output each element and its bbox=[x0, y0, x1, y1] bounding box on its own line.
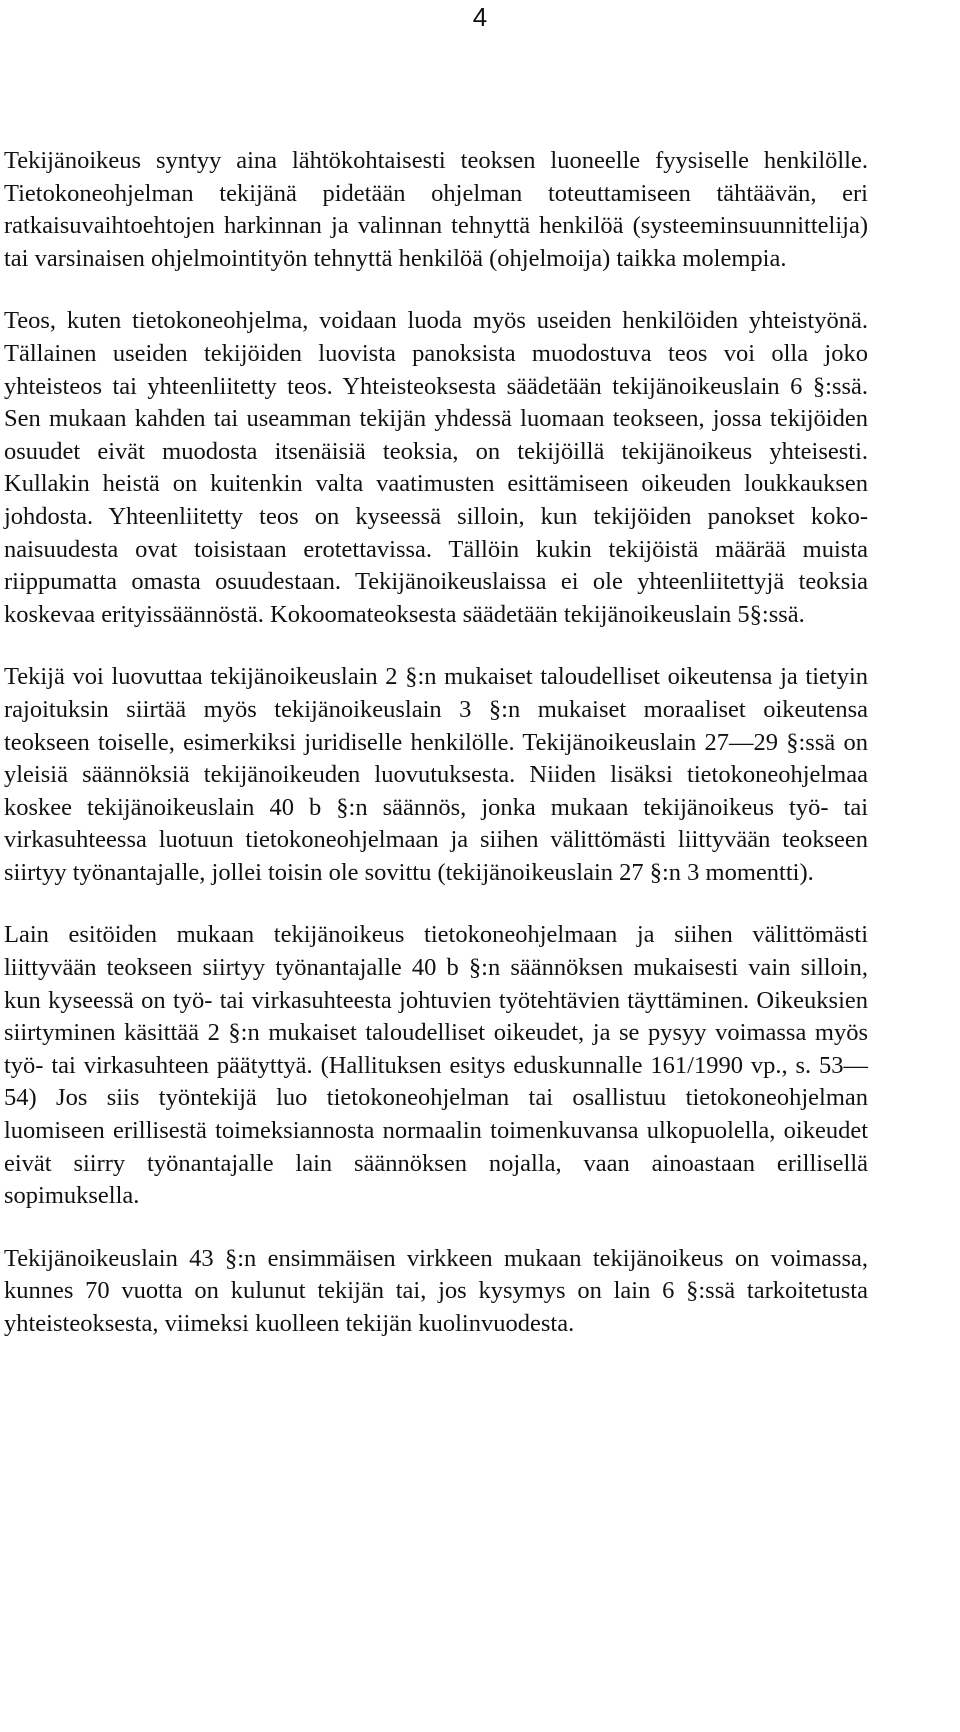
paragraph-legislative-history: Lain esitöiden mukaan tekijänoikeus tietokoneohjelmaan ja siihen välittömästi liittyvään teokseen siirtyy työnantajalle 40 b §:n säännöksen mukaisesti vain silloin, kun kyseessä on työ- tai virkasuhteesta johtuvien työtehtävien täyttäminen. Oikeuksien siirtyminen käsittää 2 §:n mukaiset taloudelliset oikeudet, ja se pysyy voimassa myös työ- tai virkasuhteen päätyttyä. (Hallituksen esitys eduskunnalle 161/1990 vp., s. 53—54) Jos siis työntekijä luo tietokoneohjelman tai osallistuu tietokoneohjelman luomiseen erillisestä toimeksiannosta normaalin toimenkuvansa ulkopuolella, oikeudet eivät siirry työnantajalle lain säännöksen nojalla, vaan ainoastaan erillisellä sopimuksella. bbox=[4, 921, 868, 1210]
document-body bbox=[4, 145, 868, 1341]
paragraph-transfer-of-rights: Tekijä voi luovuttaa tekijänoikeuslain 2 §:n mukaiset taloudelliset oikeutensa ja tietyin rajoituksin siirtää myös tekijänoikeuslain 3 §:n mukaiset moraaliset oikeutensa teokseen toiselle, esimerkiksi juridiselle henkilölle. Tekijänoikeuslain 27—29 §:ssä on yleisiä säännöksiä tekijänoikeuden luovutuksesta. Niiden lisäksi tietokoneohjelmaa koskee tekijänoikeuslain 40 b §:n säännös, jonka mukaan tekijänoikeus työ- tai virkasuhteessa luotuun tietokoneohjelmaan ja siihen välittömästi liittyvään teokseen siirtyy työnantajalle, jollei toisin ole sovittu (tekijänoikeuslain 27 §:n 3 momentti). bbox=[4, 663, 868, 886]
page-number: 4 bbox=[472, 2, 488, 32]
paragraph-authorship: Tekijänoikeus syntyy aina lähtökohtaisesti teoksen luoneelle fyysiselle henkilölle. Tietokoneohjelman tekijänä pidetään ohjelman toteuttamiseen tähtäävän, eri ratkaisuvaihtoehtojen harkinnan ja valinnan tehnyttä henkilöä (systeeminsuunnittelija) tai varsinaisen ohjelmointityön tehnyttä henkilöä (ohjelmoija) taikka molempia. bbox=[4, 147, 868, 272]
paragraph-joint-works: Teos, kuten tietokoneohjelma, voidaan luoda myös useiden henkilöiden yhteistyönä. Tällainen useiden tekijöiden luovista panoksista muodostuva teos voi olla joko yhteisteos tai yhteenliitetty teos. Yhteisteoksesta säädetään tekijänoikeuslain 6 §:ssä. Sen mukaan kahden tai useamman tekijän yhdessä luomaan teokseen, jossa tekijöiden osuudet eivät muodosta itsenäisiä teoksia, on tekijöillä tekijänoikeus yhteisesti. Kullakin heistä on kuitenkin valta vaatimusten esittämiseen oikeuden loukkauksen johdosta. Yhteenliitetty teos on kyseessä silloin, kun tekijöiden panokset kokonaisuudesta ovat toisistaan erotettavissa. Tällöin kukin tekijöistä määrää muista riippumatta omasta osuudestaan. Tekijänoikeuslaissa ei ole yhteenliitettyjä teoksia koskevaa erityissäännöstä. Kokoomateoksesta säädetään tekijänoikeuslain 5§:ssä. bbox=[4, 307, 868, 628]
paragraph-duration: Tekijänoikeuslain 43 §:n ensimmäisen virkkeen mukaan tekijänoikeus on voimassa, kunnes 70 vuotta on kulunut tekijän tai, jos kysymys on lain 6 §:ssä tarkoitetusta yhteisteoksesta, viimeksi kuolleen tekijän kuolinvuodesta. bbox=[4, 1244, 868, 1337]
